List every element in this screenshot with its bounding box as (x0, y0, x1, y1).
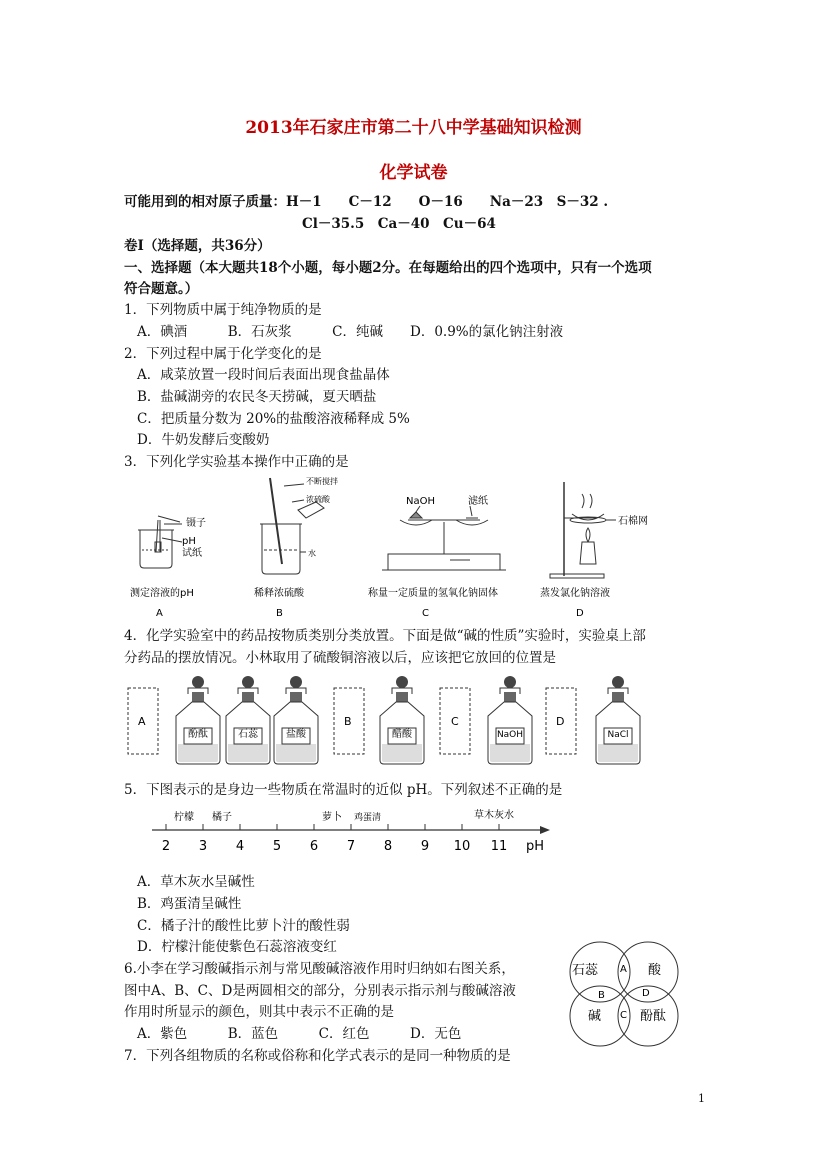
venn-region-d: D (642, 988, 650, 999)
q1-options: A．碘酒 B．石灰浆 C．纯碱 D．0.9%的氯化钠注射液 (137, 324, 564, 340)
figure-a-label-tweezers: 镊子 (186, 518, 206, 529)
venn-litmus: 石蕊 (572, 963, 599, 978)
slot-d-label: D (556, 715, 565, 728)
venn-acid: 酸 (648, 963, 662, 978)
q6-stem-3: 作用时所显示的颜色，则其中表示不正确的是 (124, 1004, 394, 1020)
ph-tick-label: 3 (198, 839, 208, 854)
bottle-label-2: 石蕊 (238, 729, 258, 740)
figure-d-label-gauze: 石棉网 (618, 516, 648, 527)
q3-stem: 3．下列化学实验基本操作中正确的是 (124, 454, 349, 470)
bottle-litmus (226, 676, 270, 764)
slot-c-label: C (451, 715, 459, 728)
ph-tick-label: 9 (420, 839, 430, 854)
q2-stem: 2．下列过程中属于化学变化的是 (124, 346, 322, 362)
ph-tick-label: 11 (490, 839, 508, 854)
ph-tick-label: 7 (346, 839, 356, 854)
figure-d-caption: 蒸发氯化钠溶液 (540, 588, 610, 599)
q5-option-c: C．橘子汁的酸性比萝卜汁的酸性弱 (137, 918, 350, 934)
venn-base: 碱 (588, 1009, 602, 1024)
slot-b-label: B (344, 715, 352, 728)
figure-c-label-filter: 滤纸 (468, 496, 488, 507)
q3-figure (120, 472, 660, 620)
ph-tick-label: 8 (383, 839, 393, 854)
bottle-hcl (274, 676, 318, 764)
section-instructions-2: 符合题意。） (124, 281, 199, 297)
figure-a-beaker (138, 516, 182, 568)
bottle-nacl (596, 676, 640, 764)
figure-b-label-stir: 不断搅拌 (306, 477, 338, 486)
bottle-acetic (380, 676, 424, 764)
venn-phenolphthalein: 酚酞 (640, 1009, 667, 1024)
ph-label-radish: 萝卜 (322, 812, 342, 823)
q6-venn-diagram (562, 938, 686, 1052)
bottle-label-1: 酚酞 (188, 729, 208, 740)
q4-stem-1: 4．化学实验室中的药品按物质类别分类放置。下面是做“碱的性质”实验时，实验桌上部 (124, 628, 646, 644)
ph-tick-label: 2 (161, 839, 171, 854)
q5-option-b: B．鸡蛋清呈碱性 (137, 896, 242, 912)
q5-stem: 5．下图表示的是身边一些物质在常温时的近似 pH。下列叙述不正确的是 (124, 782, 563, 798)
venn-region-c: C (620, 1010, 627, 1021)
figure-b-label-water: 水 (308, 549, 316, 558)
ph-label-lemon: 柠檬 (174, 812, 194, 823)
ph-unit: pH (526, 839, 545, 854)
venn-region-b: B (598, 990, 605, 1001)
bottle-label-6: NaCl (607, 730, 629, 740)
ph-label-orange: 橘子 (212, 812, 232, 823)
atomic-masses-line2: Cl－35.5 Ca－40 Cu－64 (302, 216, 496, 232)
q2-option-a: A．咸菜放置一段时间后表面出现食盐晶体 (137, 367, 390, 383)
q5-option-a: A．草木灰水呈碱性 (137, 874, 255, 890)
figure-a-letter: A (156, 608, 163, 619)
figure-d-letter: D (576, 608, 584, 619)
q6-stem-2: 图中A、B、C、D是两圆相交的部分，分别表示指示剂与酸碱溶液 (124, 983, 516, 999)
atomic-masses-line1: 可能用到的相对原子质量：H－1 C－12 O－16 Na－23 S－32 . (124, 194, 609, 210)
section-heading: 卷Ⅰ（选择题，共36分） (124, 238, 271, 254)
q4-stem-2: 分药品的摆放情况。小林取用了硫酸铜溶液以后，应该把它放回的位置是 (124, 650, 556, 666)
ph-scale (148, 804, 558, 860)
figure-a-label-paper: 试纸 (182, 548, 202, 559)
q1-stem: 1．下列物质中属于纯净物质的是 (124, 302, 322, 318)
slot-a-label: A (138, 715, 146, 728)
bottle-phenolphthalein (176, 676, 220, 764)
ph-label-egg: 鸡蛋清 (354, 813, 382, 823)
q5-option-d: D．柠檬汁能使紫色石蕊溶液变红 (137, 939, 337, 955)
q7-stem: 7．下列各组物质的名称或俗称和化学式表示的是同一种物质的是 (124, 1048, 511, 1064)
figure-b-label-acid: 浓硫酸 (306, 495, 330, 504)
page-number: 1 (698, 1092, 705, 1105)
venn-region-a: A (620, 964, 627, 975)
page-title: 2013年石家庄市第二十八中学基础知识检测 (245, 118, 582, 138)
figure-b-letter: B (276, 608, 283, 619)
ph-tick-label: 4 (235, 839, 245, 854)
page-subtitle: 化学试卷 (379, 163, 448, 183)
figure-c-caption: 称量一定质量的氢氧化钠固体 (368, 588, 498, 599)
q2-option-b: B．盐碱湖旁的农民冬天捞碱，夏天晒盐 (137, 389, 377, 405)
bottle-label-4: 醋酸 (392, 729, 412, 740)
figure-a-caption: 测定溶液的pH (130, 588, 194, 599)
q2-option-c: C．把质量分数为 20%的盐酸溶液稀释成 5% (137, 411, 410, 427)
figure-d-stand (550, 482, 616, 578)
figure-a-label-ph: pH (182, 536, 196, 547)
ph-tick-label: 6 (309, 839, 319, 854)
figure-c-letter: C (422, 608, 429, 619)
q6-stem-1: 6.小李在学习酸碱指示剂与常见酸碱溶液作用时归纳如右图关系， (124, 961, 515, 977)
q2-option-d: D．牛奶发酵后变酸奶 (137, 432, 270, 448)
bottle-label-5: NaOH (496, 730, 524, 740)
ph-tick-label: 10 (453, 839, 471, 854)
figure-c-label-naoh: NaOH (406, 496, 435, 507)
bottle-label-3: 盐酸 (286, 729, 306, 740)
ph-label-ash: 草木灰水 (474, 810, 514, 821)
bottle-naoh (488, 676, 532, 764)
section-instructions-1: 一、选择题（本大题共18个小题，每小题2分。在每题给出的四个选项中，只有一个选项 (124, 260, 652, 276)
figure-b-beaker (260, 478, 324, 574)
ph-tick-label: 5 (272, 839, 282, 854)
q6-options: A．紫色 B．蓝色 C．红色 D．无色 (137, 1026, 462, 1042)
q4-figure (120, 668, 650, 768)
figure-c-balance (382, 506, 506, 570)
figure-b-caption: 稀释浓硫酸 (254, 588, 304, 599)
